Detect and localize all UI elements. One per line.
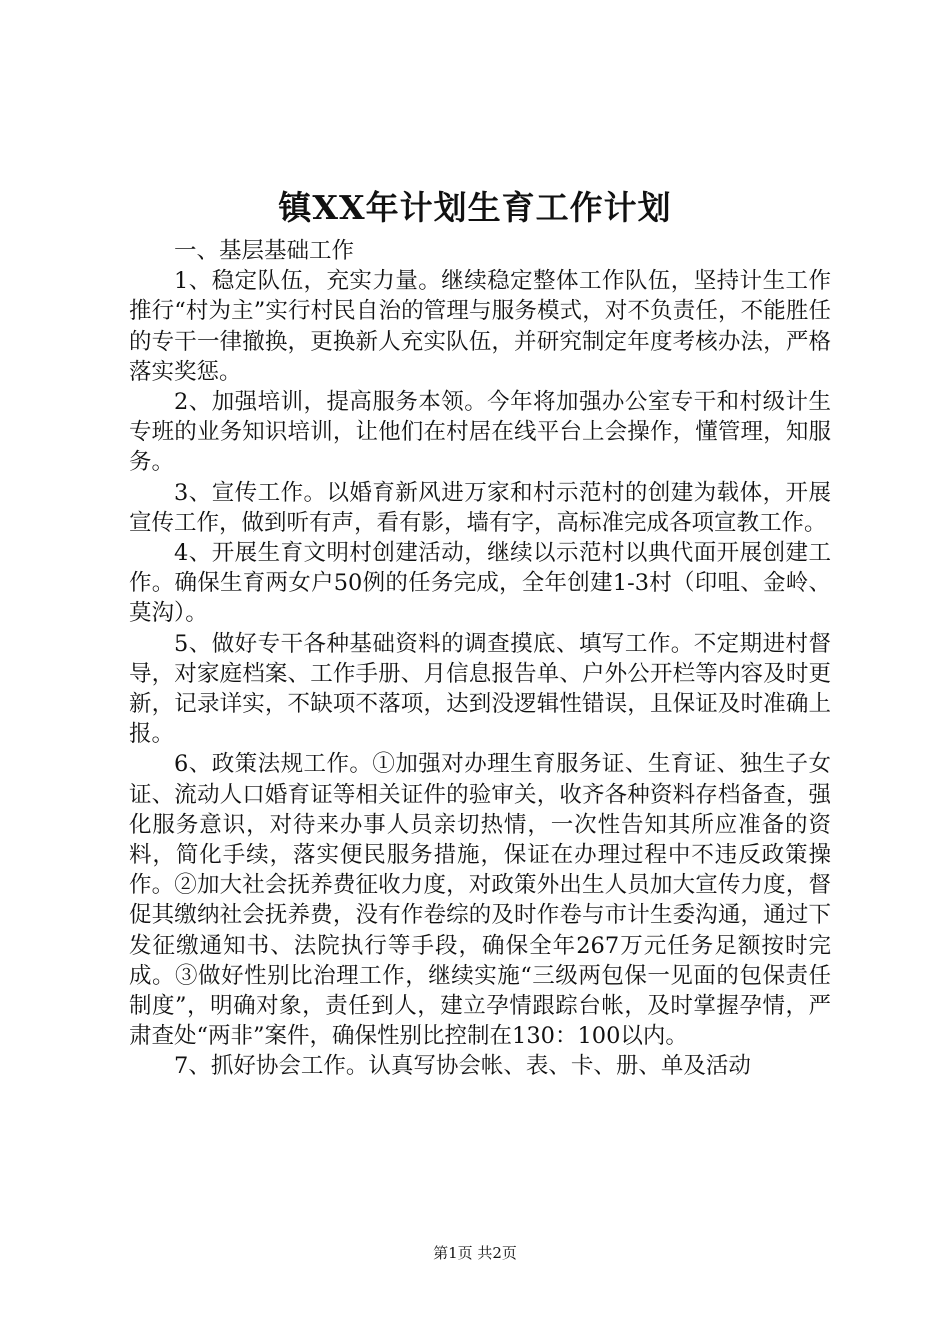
paragraph-4: 4、开展生育文明村创建活动，继续以示范村以典代面开展创建工作。确保生育两女户50例的任务完成，全年创建1-3村（印咀、金岭、莫沟）。	[129, 540, 831, 627]
paragraph-2: 2、加强培训，提高服务本领。今年将加强办公室专干和村级计生专班的业务知识培训，让他们在村居在线平台上会操作，懂管理，知服务。	[129, 389, 831, 476]
paragraph-3: 3、宣传工作。以婚育新风进万家和村示范村的创建为载体，开展宣传工作，做到听有声，看有影，墙有字，高标准完成各项宣教工作。	[129, 479, 831, 536]
paragraph-6: 6、政策法规工作。①加强对办理生育服务证、生育证、独生子女证、流动人口婚育证等相关证件的验审关，收齐各种资料存档备查，强化服务意识，对待来办事人员亲切热情，一次性告知其所应准备的资料，简化手续，落实便民服务措施，保证在办理过程中不违反政策操作。②加大社会抚养费征收力度，对政策外出生人员加大宣传力度，督促其缴纳社会抚养费，没有作卷综的及时作卷与市计生委沟通，通过下发征缴通知书、法院执行等手段，确保全年267万元任务足额按时完成。③做好性别比治理工作，继续实施“三级两包保一见面的包保责任制度”，明确对象，责任到人，建立孕情跟踪台帐，及时掌握孕情，严肃查处“两非”案件，确保性别比控制在130：100以内。	[129, 751, 831, 1050]
section-heading: 一、基层基础工作	[174, 238, 355, 264]
paragraph-1: 1、稳定队伍，充实力量。继续稳定整体工作队伍，坚持计生工作推行“村为主”实行村民自治的管理与服务模式，对不负责任，不能胜任的专干一律撤换，更换新人充实队伍，并研究制定年度考核办法，严格落实奖惩。	[129, 268, 831, 385]
paragraph-5: 5、做好专干各种基础资料的调查摸底、填写工作。不定期进村督导，对家庭档案、工作手册、月信息报告单、户外公开栏等内容及时更新，记录详实，不缺项不落项，达到没逻辑性错误，且保证及时准确上报。	[129, 630, 831, 748]
document-body	[129, 236, 831, 1082]
page-footer: 第1页 共2页	[433, 1244, 517, 1262]
paragraph-7: 7、抓好协会工作。认真写协会帐、表、卡、册、单及活动	[174, 1053, 751, 1080]
document-title: 镇XX年计划生育工作计划	[278, 188, 672, 227]
